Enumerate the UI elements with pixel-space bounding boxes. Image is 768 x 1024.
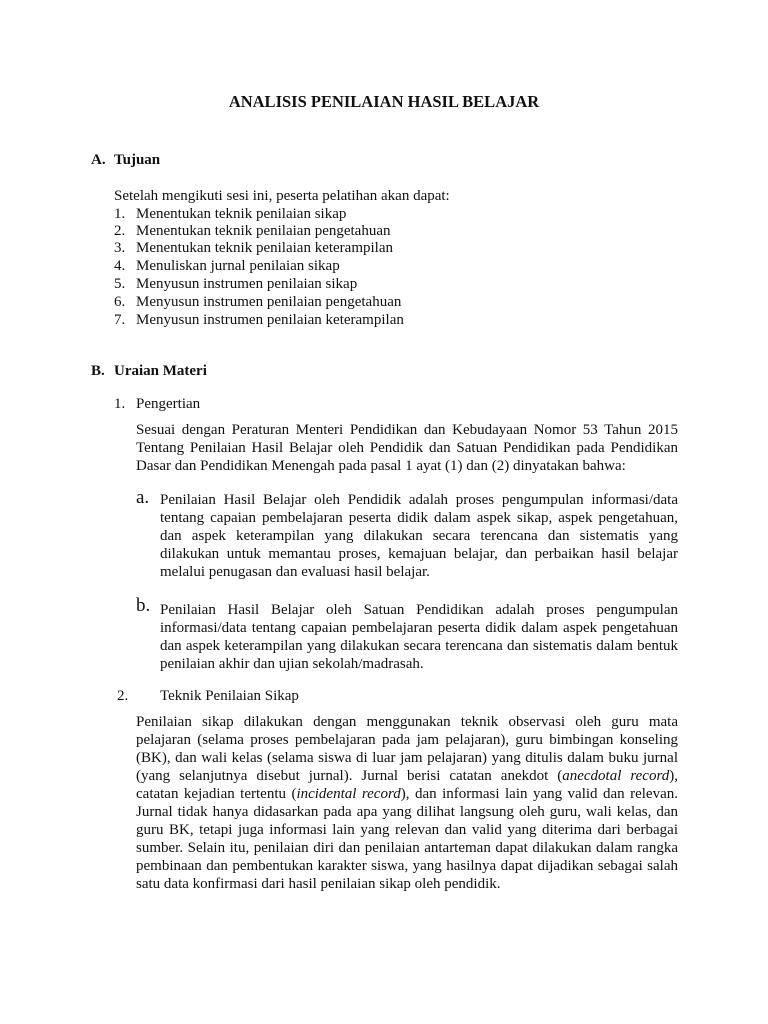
objective-text: Menyusun instrumen penilaian sikap	[136, 276, 358, 292]
section-b-marker: B.	[91, 363, 105, 379]
section-b-heading: Uraian Materi	[114, 363, 207, 379]
line-text: (yang selanjutnya disebut jurnal). Jurnal berisi catatan anekdot (	[136, 768, 563, 784]
paragraph-line: tentang capaian pembelajaran peserta didik dalam aspek sikap, aspek pengetahuan,	[160, 510, 678, 526]
paragraph-line: Tentang Penilaian Hasil Belajar oleh Pendidik dan Satuan Pendidikan pada Pendidikan	[136, 440, 678, 456]
objective-number: 6.	[114, 294, 126, 310]
paragraph-line: dan aspek keterampilan yang dilakukan secara terencana dan sistematis yang	[160, 528, 678, 544]
paragraph-line: pelajaran (selama proses pembelajaran pada jam pelajaran), guru bimbingan konseling	[136, 732, 678, 748]
subsection-1-heading: Pengertian	[136, 396, 201, 412]
objective-number: 1.	[114, 206, 126, 222]
objective-text: Menyusun instrumen penilaian keterampilan	[136, 312, 404, 328]
paragraph-line	[136, 785, 678, 803]
objective-number: 5.	[114, 276, 126, 292]
subsection-1-number: 1.	[114, 396, 126, 412]
paragraph-line: Dasar dan Pendidikan Menengah pada pasal 1 ayat (1) dan (2) dinyatakan bahwa:	[136, 458, 626, 474]
paragraph-line: informasi/data tentang capaian pembelajaran peserta didik dalam aspek pengetahuan	[160, 620, 678, 636]
paragraph-line: guru BK, tetapi juga informasi lain yang relevan dan valid yang diterima dari berbagai	[136, 822, 678, 838]
objective-text: Menentukan teknik penilaian sikap	[136, 206, 347, 222]
paragraph-line: Penilaian sikap dilakukan dengan menggunakan teknik observasi oleh guru mata	[136, 714, 678, 730]
paragraph-line: satu data konfirmasi dari hasil penilaian sikap oleh pendidik.	[136, 876, 501, 892]
section-a-marker: A.	[91, 152, 106, 168]
objective-text: Menyusun instrumen penilaian pengetahuan	[136, 294, 402, 310]
paragraph-line: Penilaian Hasil Belajar oleh Satuan Pendidikan adalah proses pengumpulan	[160, 602, 678, 618]
paragraph-line	[136, 767, 678, 785]
objective-number: 4.	[114, 258, 126, 274]
item-b-letter: b.	[136, 595, 151, 616]
paragraph-line: dilakukan untuk memantau proses, kemajuan belajar, dan perbaikan hasil belajar	[160, 546, 678, 562]
objective-text: Menentukan teknik penilaian pengetahuan	[136, 223, 391, 239]
section-a-intro: Setelah mengikuti sesi ini, peserta pelatihan akan dapat:	[114, 188, 450, 204]
objective-number: 3.	[114, 240, 126, 256]
line-text: catatan kejadian tertentu (	[136, 786, 297, 802]
subsection-2-number: 2.	[117, 688, 129, 704]
paragraph-line: melalui penugasan dan evaluasi hasil belajar.	[160, 564, 430, 580]
objective-text: Menentukan teknik penilaian keterampilan	[136, 240, 393, 256]
objective-number: 7.	[114, 312, 126, 328]
paragraph-line: Sesuai dengan Peraturan Menteri Pendidikan dan Kebudayaan Nomor 53 Tahun 2015	[136, 422, 678, 438]
section-a-heading: Tujuan	[114, 152, 161, 168]
paragraph-line: penilaian akhir dan ujian sekolah/madrasah.	[160, 656, 424, 672]
document-title: ANALISIS PENILAIAN HASIL BELAJAR	[228, 92, 540, 111]
paragraph-line: dan aspek keterampilan yang dilakukan secara terencana dan sistematis dalam bentuk	[160, 638, 678, 654]
objective-text: Menuliskan jurnal penilaian sikap	[136, 258, 340, 274]
paragraph-line: pembinaan dan pembentukan karakter siswa, yang hasilnya dapat dijadikan sebagai salah	[136, 858, 678, 874]
item-a-letter: a.	[136, 487, 150, 508]
line-text: ), dan informasi lain yang valid dan relevan.	[400, 786, 678, 802]
paragraph-line: (BK), dan wali kelas (selama siswa di luar jam pelajaran) yang ditulis dalam buku jurnal	[136, 750, 678, 766]
italic-term: anecdotal record	[562, 768, 670, 784]
italic-term: incidental record	[296, 786, 401, 802]
paragraph-line: Jurnal tidak hanya didasarkan pada apa yang dilihat langsung oleh guru, wali kelas, dan	[136, 804, 678, 820]
line-text: ),	[669, 768, 678, 784]
objective-number: 2.	[114, 223, 126, 239]
paragraph-line: Penilaian Hasil Belajar oleh Pendidik adalah proses pengumpulan informasi/data	[160, 492, 678, 508]
subsection-2-heading: Teknik Penilaian Sikap	[160, 688, 299, 704]
paragraph-line: sumber. Selain itu, penilaian diri dan penilaian antarteman dapat dilakukan dalam rangka	[136, 840, 678, 856]
